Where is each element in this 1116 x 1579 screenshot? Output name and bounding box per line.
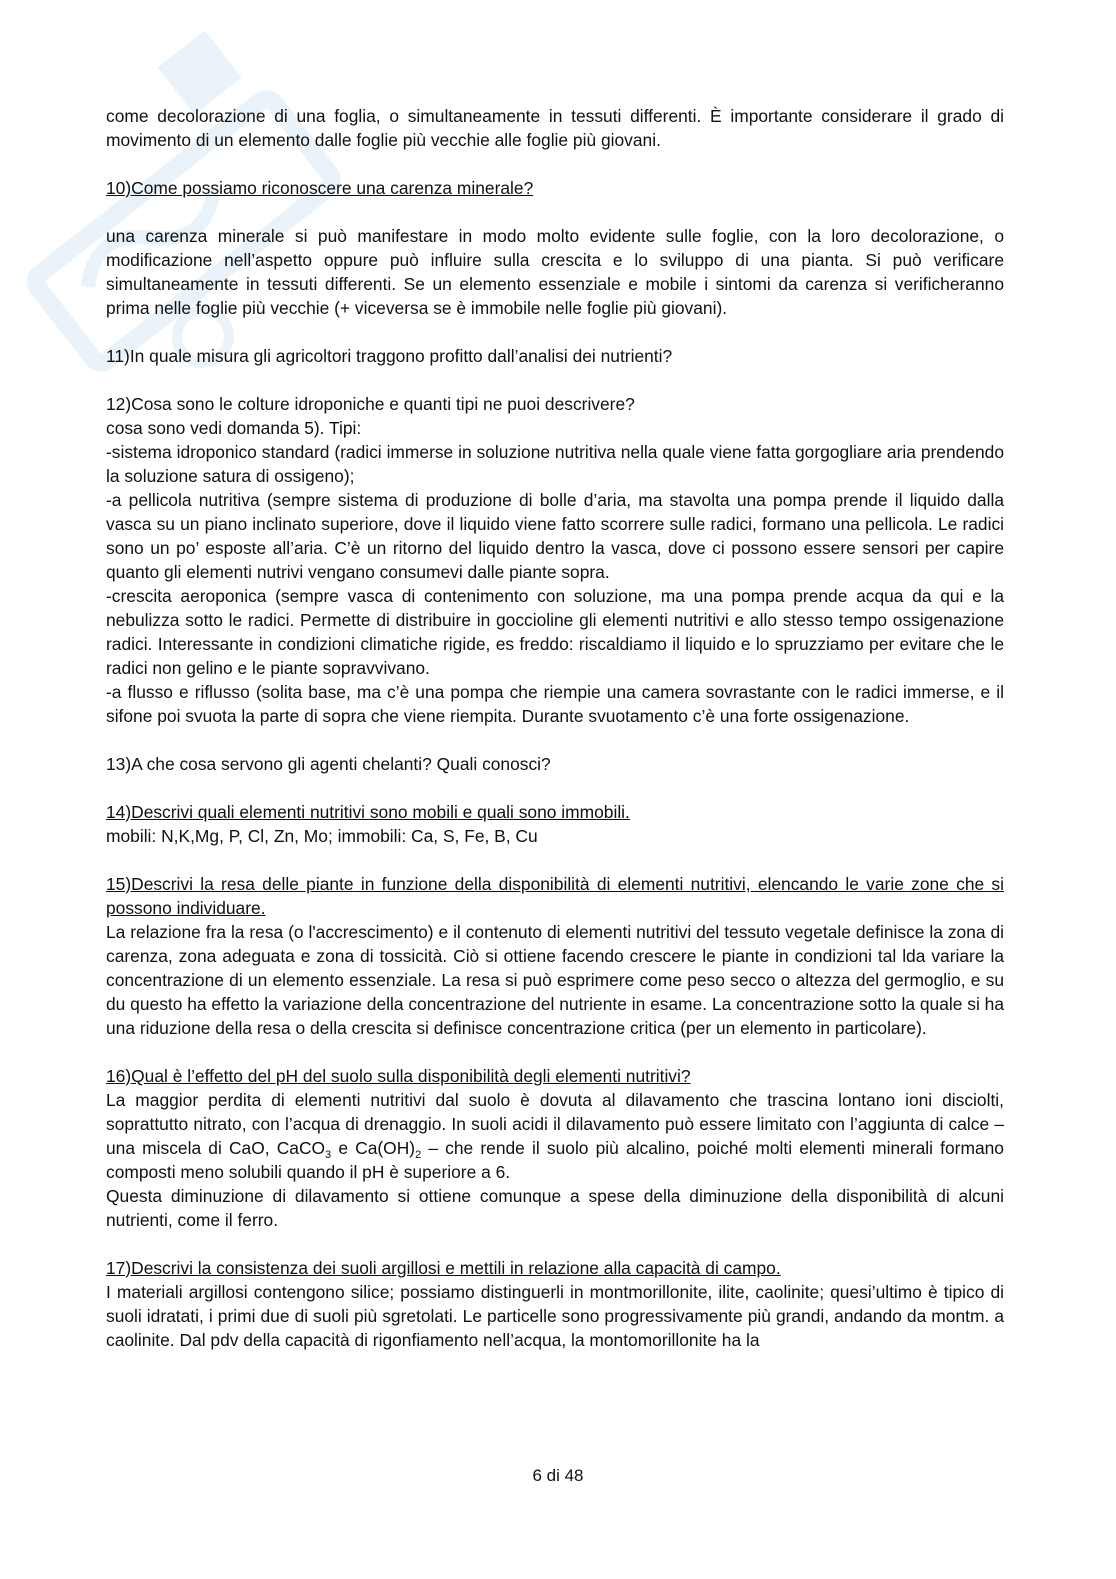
- question-16-answer-continued: Questa diminuzione di dilavamento si ottiene comunque a spese della diminuzione della disponibilità di alcuni nutrienti, come il ferro.: [106, 1186, 1004, 1230]
- question-16-answer: La maggior perdita di elementi nutritivi dal suolo è dovuta al dilavamento che trascina lontano ioni disciolti, soprattutto nitrato, con l’acqua di drenaggio. In suoli acidi il dilavamento può essere limitato con l’aggiunta di calce – una miscela di CaO, CaCO$_3$ e $Ca(OH)_2$ – che rende il suolo più alcalino, poiché molti elementi minerali formano composti meno solubili quando il pH è superiore a 6.: [106, 1090, 1004, 1182]
- question-13-title: 13)A che cosa servono gli agenti chelanti? Quali conosci?: [106, 754, 551, 774]
- question-10-answer: una carenza minerale si può manifestare in modo molto evidente sulle foglie, con la loro decolorazione, o modificazione nell’aspetto oppure può influire sulla crescita e lo sviluppo di una pianta. Si può verificare simultaneamente in tessuti differenti. Se un elemento essenziale e mobile i sintomi da carenza si verificheranno prima nelle foglie più vecchie (+ viceversa se è immobile nelle foglie più giovani).: [106, 226, 1004, 318]
- question-11-title: 11)In quale misura gli agricoltori traggono profitto dall’analisi dei nutrienti?: [106, 346, 673, 366]
- question-15-title: 15)Descrivi la resa delle piante in funzione della disponibilità di elementi nutritivi, elencando le varie zone che si possono individuare.: [106, 874, 1004, 918]
- question-14-title: 14)Descrivi quali elementi nutritivi sono mobili e quali sono immobili.: [106, 802, 630, 822]
- hydroponic-type-aeroponic: -crescita aeroponica (sempre vasca di contenimento con soluzione, ma una pompa prende acqua da qui e la nebulizza sotto le radici. Permette di distribuire in goccioline gli elementi nutritivi e allo stesso tempo ossigenazione radici. Interessante in condizioni climatiche rigide, es freddo: riscaldiamo il liquido e lo spruzziamo per evitare che le radici non gelino e le piante sopravvivano.: [106, 586, 1004, 678]
- hydroponic-type-ebb-flow: -a flusso e riflusso (solita base, ma c’è una pompa che riempie una camera sovrastante con le radici immerse, e il sifone poi svuota la parte di sopra che viene riempita. Durante svuotamento c’è una forte ossigenazione.: [106, 682, 1004, 726]
- question-17-answer: I materiali argillosi contengono silice; possiamo distinguerli in montmorillonite, ilite, caolinite; quesi’ultimo è tipico di suoli idratati, i primi due di suoli più sgretolati. Le particelle sono progressivamente più grandi, andando da montm. a caolinite. Dal pdv della capacità di rigonfiamento nell’acqua, la montomorillonite ha la: [106, 1282, 1004, 1350]
- question-12-title: 12)Cosa sono le colture idroponiche e quanti tipi ne puoi descrivere?: [106, 394, 635, 414]
- question-17-title: 17)Descrivi la consistenza dei suoli argillosi e mettili in relazione alla capacità di campo.: [106, 1258, 781, 1278]
- question-15-answer: La relazione fra la resa (o l'accrescimento) e il contenuto di elementi nutritivi del tessuto vegetale definisce la zona di carenza, zona adeguata e zona di tossicità. Ciò si ottiene facendo crescere le piante in condizioni tal lda variare la concentrazione di un elemento essenziale. La resa si può esprimere come peso secco o altezza del germoglio, e su du questo ha effetto la variazione della concentrazione del nutriente in esame. La concentrazione sotto la quale si ha una riduzione della resa o della crescita si definisce concentrazione critica (per un elemento in particolare).: [106, 922, 1004, 1038]
- intro-paragraph: come decolorazione di una foglia, o simultaneamente in tessuti differenti. È importante considerare il grado di movimento di un elemento dalle foglie più vecchie alle foglie più giovani.: [106, 106, 1004, 150]
- question-14-answer: mobili: N,K,Mg, P, Cl, Zn, Mo; immobili: Ca, S, Fe, B, Cu: [106, 826, 538, 846]
- page-number: 6 di 48: [532, 1466, 584, 1485]
- question-10-title: 10)Come possiamo riconoscere una carenza minerale?: [106, 178, 534, 198]
- question-16-title: 16)Qual è l’effetto del pH del suolo sulla disponibilità degli elementi nutritivi?: [106, 1066, 691, 1086]
- hydroponic-type-standard: -sistema idroponico standard (radici immerse in soluzione nutritiva nella quale viene fatta gorgogliare aria prendendo la soluzione satura di ossigeno);: [106, 442, 1004, 486]
- question-12-intro: cosa sono vedi domanda 5). Tipi:: [106, 418, 362, 438]
- document-body: [106, 104, 1004, 1352]
- hydroponic-type-nutrient-film: -a pellicola nutritiva (sempre sistema di produzione di bolle d’aria, ma stavolta una pompa prende il liquido dalla vasca su un piano inclinato superiore, dove il liquido viene fatto scorrere sulle radici, formano una pellicola. Le radici sono un po’ esposte all’aria. C’è un ritorno del liquido dentro la vasca, dove ci possono essere sensori per capire quanto gli elementi nutrivi vengano consumevi dalle piante sopra.: [106, 490, 1004, 582]
